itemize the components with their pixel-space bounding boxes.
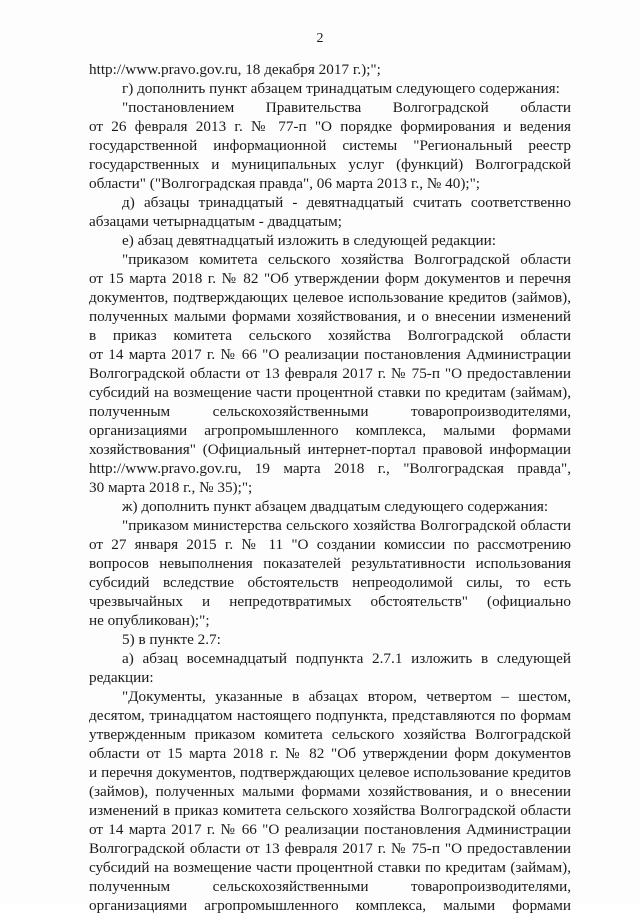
text-line: вопросов невыполнения показателей результативности использования: [89, 555, 571, 572]
text-line: от 27 января 2015 г. № 11 "О создании комиссии по рассмотрению: [89, 536, 571, 553]
text-line: области от 15 марта 2018 г. № 82 "Об утверждении форм документов: [89, 745, 571, 762]
text-line: ж) дополнить пункт абзацем двадцатым следующего содержания:: [122, 498, 549, 515]
text-line: Волгоградской области от 13 февраля 2017 г. № 75-п "О предоставлении: [89, 840, 571, 857]
text-line: субсидий на возмещение части процентной ставки по кредитам (займам),: [89, 859, 571, 876]
text-line: не опубликован);";: [89, 612, 210, 629]
text-line: е) абзац девятнадцатый изложить в следующей редакции:: [122, 232, 496, 249]
text-line: от 26 февраля 2013 г. № 77-п "О порядке формирования и ведения: [89, 118, 571, 135]
page-number: 2: [316, 31, 324, 46]
document-body: [89, 60, 571, 915]
text-line: области" ("Волгоградская правда", 06 марта 2013 г., № 40);";: [89, 175, 481, 192]
text-line: от 14 марта 2017 г. № 66 "О реализации постановления Администрации: [89, 821, 571, 838]
text-line: (займов), полученных малыми формами хозяйствования, и о внесении: [89, 783, 571, 800]
text-line: организациями агропромышленного комплекса, малыми формами: [89, 897, 571, 914]
text-line: государственных и муниципальных услуг (функций) Волгоградской: [89, 156, 571, 173]
text-line: утвержденным приказом комитета сельского хозяйства Волгоградской: [89, 726, 571, 743]
text-line: "приказом министерства сельского хозяйства Волгоградской области: [122, 517, 571, 534]
text-line: "Документы, указанные в абзацах втором, четвертом – шестом,: [122, 688, 571, 705]
text-line: документов, подтверждающих целевое использование кредитов (займов),: [89, 289, 571, 306]
text-line: полученным сельскохозяйственными товаропроизводителями,: [89, 878, 571, 895]
text-line: государственной информационной системы "Региональный реестр: [89, 137, 571, 154]
text-line: а) абзац восемнадцатый подпункта 2.7.1 изложить в следующей: [122, 650, 571, 667]
text-line: изменений в приказ комитета сельского хозяйства Волгоградской области: [89, 802, 571, 819]
text-line: организациями агропромышленного комплекса, малыми формами: [89, 422, 571, 439]
text-line: г) дополнить пункт абзацем тринадцатым следующего содержания:: [122, 80, 560, 97]
text-line: абзацами четырнадцатым - двадцатым;: [89, 213, 342, 230]
text-line: субсидий на возмещение части процентной ставки по кредитам (займам),: [89, 384, 571, 401]
text-line: "приказом комитета сельского хозяйства Волгоградской области: [122, 251, 571, 268]
text-line: 5) в пункте 2.7:: [122, 631, 221, 648]
text-line: 30 марта 2018 г., № 35);";: [89, 479, 253, 496]
text-line: Волгоградской области от 13 февраля 2017 г. № 75-п "О предоставлении: [89, 365, 571, 382]
text-line: http://www.pravo.gov.ru, 19 марта 2018 г., "Волгоградская правда",: [89, 460, 571, 477]
text-line: от 15 марта 2018 г. № 82 "Об утверждении форм документов и перечня: [89, 270, 571, 287]
text-line: полученным сельскохозяйственными товаропроизводителями,: [89, 403, 571, 420]
text-line: от 14 марта 2017 г. № 66 "О реализации постановления Администрации: [89, 346, 571, 363]
text-line: субсидий вследствие обстоятельств непреодолимой силы, то есть: [89, 574, 571, 591]
text-line: "постановлением Правительства Волгоградской области: [122, 99, 571, 116]
text-line: хозяйствования" (Официальный интернет-портал правовой информации: [89, 441, 571, 458]
text-line: д) абзацы тринадцатый - девятнадцатый считать соответственно: [122, 194, 571, 211]
text-line: редакции:: [89, 669, 154, 686]
text-line: чрезвычайных и непредотвратимых обстоятельств" (официально: [89, 593, 571, 610]
text-line: десятом, тринадцатом настоящего подпункта, представляются по формам: [89, 707, 571, 724]
text-line: http://www.pravo.gov.ru, 18 декабря 2017 г.);";: [89, 61, 381, 78]
text-line: и перечня документов, подтверждающих целевое использование кредитов: [89, 764, 571, 781]
text-line: в приказ комитета сельского хозяйства Волгоградской области: [89, 327, 571, 344]
text-line: полученных малыми формами хозяйствования, и о внесении изменений: [89, 308, 571, 325]
